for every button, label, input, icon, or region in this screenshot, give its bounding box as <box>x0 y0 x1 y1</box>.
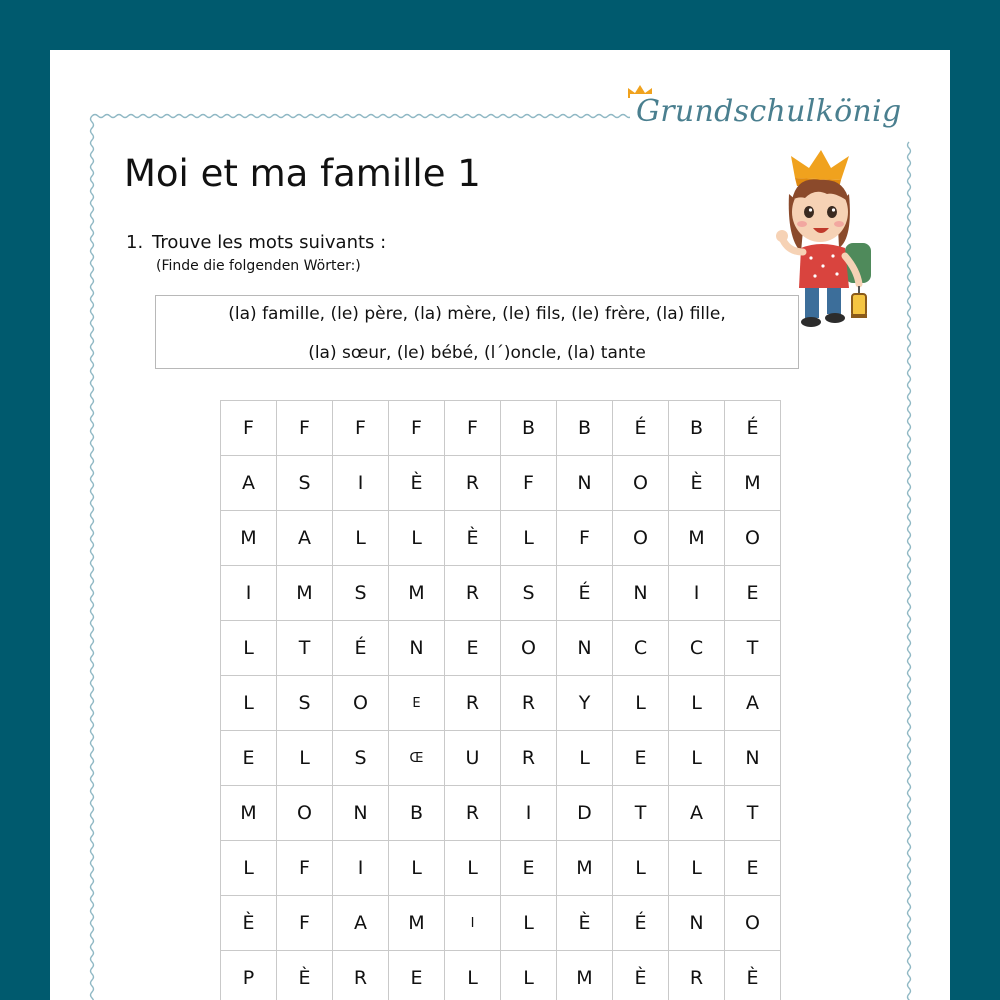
grid-cell[interactable]: S <box>333 731 389 786</box>
task-number: 1. <box>126 232 144 253</box>
grid-row <box>221 841 781 896</box>
grid-cell[interactable]: B <box>669 401 725 456</box>
grid-cell[interactable]: É <box>333 621 389 676</box>
grid-cell[interactable]: È <box>613 951 669 1000</box>
grid-cell[interactable]: M <box>221 786 277 841</box>
grid-cell[interactable]: F <box>277 841 333 896</box>
grid-cell[interactable]: R <box>501 731 557 786</box>
grid-cell[interactable]: R <box>669 951 725 1000</box>
grid-row <box>221 731 781 786</box>
grid-cell[interactable]: O <box>613 456 669 511</box>
grid-row <box>221 786 781 841</box>
grid-cell[interactable]: I <box>333 841 389 896</box>
word-list-box <box>155 295 799 369</box>
grid-cell[interactable]: L <box>333 511 389 566</box>
grid-cell[interactable]: F <box>221 401 277 456</box>
word-list-line-2: (la) sœur, (le) bébé, (l´)oncle, (la) tante <box>308 343 646 363</box>
grid-cell[interactable]: L <box>557 731 613 786</box>
grid-cell[interactable]: O <box>277 786 333 841</box>
grid-row <box>221 456 781 511</box>
grid-cell[interactable]: F <box>389 401 445 456</box>
grid-cell[interactable]: N <box>557 621 613 676</box>
grid-cell[interactable]: I <box>501 786 557 841</box>
grid-cell[interactable]: T <box>725 621 781 676</box>
grid-cell[interactable]: O <box>613 511 669 566</box>
grid-cell[interactable]: N <box>389 621 445 676</box>
grid-cell[interactable]: S <box>333 566 389 621</box>
grid-cell[interactable]: L <box>445 841 501 896</box>
grid-row <box>221 511 781 566</box>
grid-cell[interactable]: T <box>277 621 333 676</box>
grid-cell[interactable]: L <box>445 951 501 1000</box>
grid-cell[interactable]: U <box>445 731 501 786</box>
grid-cell[interactable]: M <box>725 456 781 511</box>
grid-cell[interactable]: M <box>389 896 445 951</box>
grid-cell[interactable]: E <box>445 621 501 676</box>
grid-cell[interactable]: L <box>669 676 725 731</box>
grid-cell[interactable]: È <box>389 456 445 511</box>
grid-cell[interactable]: R <box>501 676 557 731</box>
grid-cell[interactable]: O <box>501 621 557 676</box>
grid-cell[interactable]: M <box>389 566 445 621</box>
grid-cell[interactable]: F <box>445 401 501 456</box>
grid-cell[interactable]: S <box>501 566 557 621</box>
grid-cell[interactable]: F <box>501 456 557 511</box>
grid-cell[interactable]: T <box>613 786 669 841</box>
grid-cell[interactable]: F <box>557 511 613 566</box>
task-instruction-text: Trouve les mots suivants : <box>152 232 387 253</box>
grid-row <box>221 896 781 951</box>
grid-cell[interactable]: É <box>557 566 613 621</box>
grid-cell[interactable]: L <box>501 951 557 1000</box>
grid-cell[interactable]: È <box>221 896 277 951</box>
grid-cell[interactable]: T <box>725 786 781 841</box>
grid-cell[interactable]: N <box>669 896 725 951</box>
word-list-line-1: (la) famille, (le) père, (la) mère, (le) fils, (le) frère, (la) fille, <box>228 304 726 324</box>
task-translation: (Finde die folgenden Wörter:) <box>156 258 361 274</box>
grid-cell[interactable]: B <box>557 401 613 456</box>
grid-cell[interactable]: L <box>669 731 725 786</box>
grid-cell[interactable]: L <box>613 676 669 731</box>
grid-cell[interactable]: M <box>669 511 725 566</box>
grid-cell[interactable]: B <box>389 786 445 841</box>
grid-cell[interactable]: F <box>277 401 333 456</box>
grid-cell[interactable]: E <box>725 566 781 621</box>
grid-cell[interactable]: S <box>277 456 333 511</box>
grid-row <box>221 621 781 676</box>
grid-cell[interactable]: I <box>445 896 501 951</box>
grid-cell[interactable]: L <box>501 896 557 951</box>
grid-cell[interactable]: N <box>613 566 669 621</box>
grid-cell[interactable]: M <box>221 511 277 566</box>
grid-cell[interactable]: N <box>725 731 781 786</box>
grid-cell[interactable]: Œ <box>389 731 445 786</box>
grid-cell[interactable]: I <box>333 456 389 511</box>
grid-row <box>221 401 781 456</box>
grid-cell[interactable]: E <box>725 841 781 896</box>
grid-cell[interactable]: È <box>669 456 725 511</box>
grid-cell[interactable]: M <box>557 841 613 896</box>
grid-cell[interactable]: L <box>501 511 557 566</box>
grid-cell[interactable]: P <box>221 951 277 1000</box>
brand-logo[interactable]: Grundschulkönig <box>630 94 907 129</box>
grid-cell[interactable]: L <box>613 841 669 896</box>
grid-cell[interactable]: É <box>725 401 781 456</box>
grid-cell[interactable]: C <box>613 621 669 676</box>
grid-cell[interactable]: M <box>557 951 613 1000</box>
grid-cell[interactable]: O <box>333 676 389 731</box>
grid-cell[interactable]: L <box>221 841 277 896</box>
grid-cell[interactable]: S <box>277 676 333 731</box>
task-instruction <box>126 232 386 253</box>
grid-cell[interactable]: È <box>445 511 501 566</box>
grid-cell[interactable]: I <box>669 566 725 621</box>
grid-cell[interactable]: C <box>669 621 725 676</box>
grid-cell[interactable]: E <box>389 951 445 1000</box>
grid-cell[interactable]: A <box>333 896 389 951</box>
grid-cell[interactable]: A <box>669 786 725 841</box>
grid-cell[interactable]: F <box>333 401 389 456</box>
grid-cell[interactable]: E <box>389 676 445 731</box>
grid-cell[interactable]: É <box>613 896 669 951</box>
page-title: Moi et ma famille 1 <box>124 152 481 195</box>
grid-cell[interactable]: D <box>557 786 613 841</box>
grid-cell[interactable]: È <box>277 951 333 1000</box>
grid-cell[interactable]: È <box>557 896 613 951</box>
grid-cell[interactable]: R <box>445 676 501 731</box>
grid-cell[interactable]: R <box>333 951 389 1000</box>
grid-cell[interactable]: L <box>669 841 725 896</box>
grid-cell[interactable]: L <box>389 511 445 566</box>
worksheet-page <box>50 50 950 1000</box>
grid-cell[interactable]: A <box>725 676 781 731</box>
grid-cell[interactable]: R <box>445 456 501 511</box>
grid-cell[interactable]: O <box>725 511 781 566</box>
grid-cell[interactable]: N <box>333 786 389 841</box>
grid-cell[interactable]: R <box>445 786 501 841</box>
grid-cell[interactable]: E <box>221 731 277 786</box>
grid-cell[interactable]: L <box>221 621 277 676</box>
grid-cell[interactable]: B <box>501 401 557 456</box>
grid-cell[interactable]: N <box>557 456 613 511</box>
word-search-grid <box>220 400 781 1000</box>
grid-cell[interactable]: I <box>221 566 277 621</box>
grid-cell[interactable]: M <box>277 566 333 621</box>
grid-row <box>221 951 781 1000</box>
grid-cell[interactable]: R <box>445 566 501 621</box>
grid-cell[interactable]: L <box>277 731 333 786</box>
grid-cell[interactable]: É <box>613 401 669 456</box>
grid-row <box>221 676 781 731</box>
grid-cell[interactable]: A <box>221 456 277 511</box>
child-mascot-illustration <box>775 148 925 348</box>
grid-cell[interactable]: F <box>277 896 333 951</box>
grid-cell[interactable]: È <box>725 951 781 1000</box>
grid-cell[interactable]: O <box>725 896 781 951</box>
grid-cell[interactable]: L <box>389 841 445 896</box>
grid-cell[interactable]: A <box>277 511 333 566</box>
grid-row <box>221 566 781 621</box>
grid-cell[interactable]: Y <box>557 676 613 731</box>
grid-cell[interactable]: E <box>613 731 669 786</box>
grid-cell[interactable]: L <box>221 676 277 731</box>
grid-cell[interactable]: E <box>501 841 557 896</box>
